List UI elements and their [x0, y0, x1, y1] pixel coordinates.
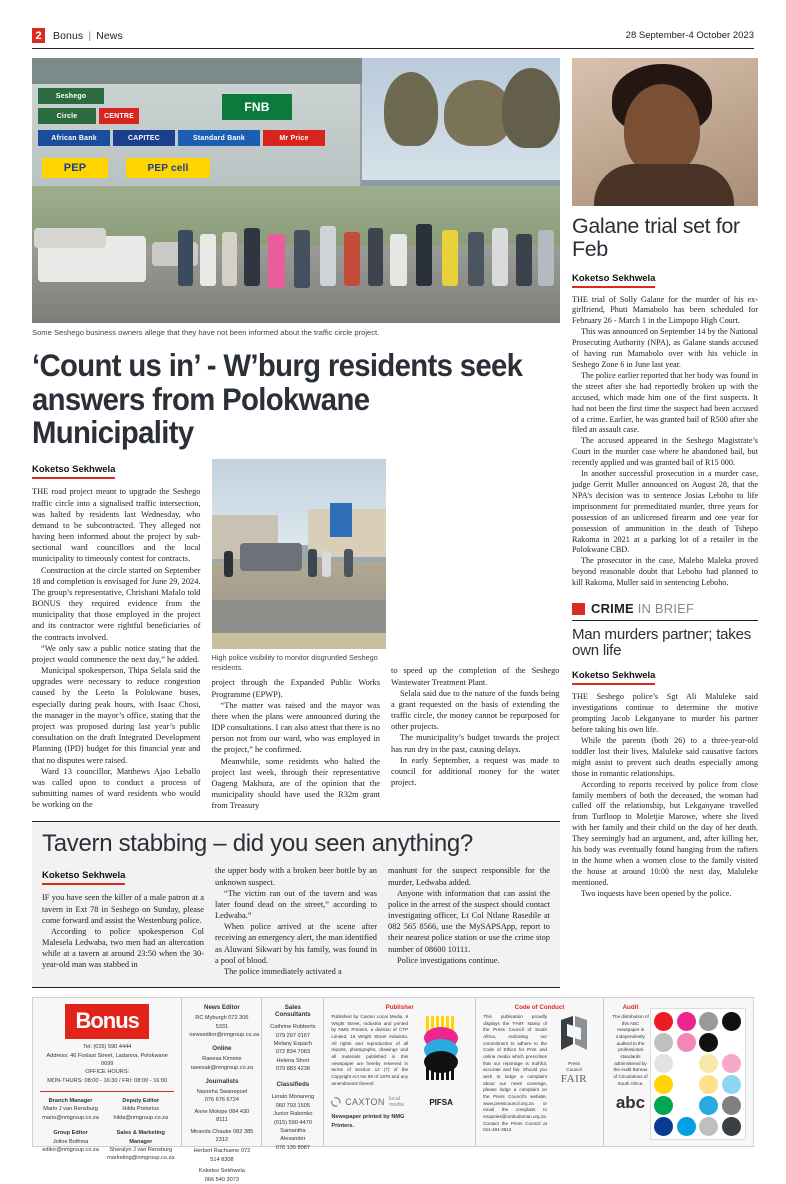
paragraph: The prosecutor in the case, Malebo Maleka proved beyond reasonable doubt that Leboho had planned to kill Rakoma, Muller said in sentencing Leboho. [572, 556, 758, 588]
color-swatch [722, 1054, 741, 1073]
article-body-2 [212, 677, 381, 811]
pifsa-artwork [414, 1014, 474, 1098]
staff-entry [40, 1097, 101, 1122]
color-swatch [722, 1117, 741, 1136]
staff-name: Sheralyn J van Rensburg [109, 1147, 173, 1154]
staff-name: Joline Bothma [52, 1138, 89, 1145]
caxton-subtitle: local media [388, 1096, 404, 1109]
sales-heading: Sales Consultants [274, 1004, 311, 1019]
partner-headline: Man murders partner; takes own life [572, 626, 752, 660]
partner-body [572, 692, 758, 899]
dirt-shoulder [212, 633, 386, 649]
paragraph: The accused appeared in the Seshego Magistrate’s Court in the murder case where he abandoned bail, but recently applied and was granted bail of R15 000. [572, 436, 758, 468]
color-swatch [677, 1096, 696, 1115]
parked-car-cab [34, 228, 106, 248]
online-email: raeesak@nmgroup.co.za [190, 1064, 254, 1071]
color-swatch [654, 1054, 673, 1073]
sign-african-bank: African Bank [38, 130, 110, 146]
footer-audit-block [603, 998, 753, 1146]
staff-role: Deputy Editor [122, 1098, 160, 1105]
person [178, 230, 193, 286]
tavern-body-3 [388, 865, 550, 966]
tavern-column-3 [388, 865, 550, 977]
paragraph: THE road project meant to upgrade the Seshego traffic circle into a signalised traffic intersection, was halted by residents last Wednesday, who demand to be subcontracted. They alleged not having been informed about the project by sub-sectional ward councillors and the local municipality to timeously contest for contracts. [32, 487, 201, 564]
press-council-line2: Council [566, 1067, 582, 1073]
paragraph: Meanwhile, some residents who halted the project last week, through their representative Oageng Makhura, are of the opinion that the municipality should have used the R32m grant from Treasury [211, 756, 380, 811]
person [344, 549, 353, 577]
person [390, 234, 407, 286]
tavern-body-1 [42, 892, 204, 970]
paragraph: The police immediately activated a [224, 966, 342, 976]
staff-entry [107, 1129, 174, 1163]
sign-pep: PEP [42, 158, 108, 178]
section-divider [572, 620, 758, 621]
main-article-columns [32, 459, 560, 811]
crime-in-brief-label [591, 601, 694, 616]
online-name: Raeesa Kimmie [202, 1056, 242, 1063]
page-grid [32, 58, 758, 988]
staff-role: Sales & Marketing Manager [116, 1130, 165, 1145]
staff-email: hilda@nmgroup.co.za [113, 1114, 169, 1121]
color-swatch [677, 1075, 696, 1094]
page-header [32, 28, 754, 49]
color-swatch [677, 1054, 696, 1073]
paragraph: Ward 13 councillor, Matthews Ajao Leballo was called upon to conduct a process of submitting names of ward residents who would be working on the [32, 766, 201, 810]
paragraph: manhunt for the suspect responsible for the murder, Ledwaba added. [388, 866, 550, 887]
byline-author: Koketso Sekhwela [32, 464, 115, 479]
portrait-face [624, 84, 700, 176]
crime-label-light: IN BRIEF [637, 601, 695, 617]
paragraph: In early September, a request was made to council for additional money for the water project. [391, 755, 560, 788]
audit-heading: Audit [622, 1004, 639, 1012]
article-column-3 [391, 459, 560, 811]
person [442, 230, 458, 286]
portrait-torso [594, 164, 734, 206]
sales-line: 079 883 4238 [275, 1066, 310, 1073]
staff-entry [40, 1129, 101, 1154]
paragraph: THE trial of Solly Galane for the murder of his ex-girlfriend, Phuti Mamabolo has been scheduled for February 26 - March 1 in the Limpopo High Court. [572, 294, 758, 326]
journalist-line: Anne Molope 084 430 8111 [194, 1108, 250, 1124]
journalist-line: 066 540 3073 [204, 1176, 239, 1183]
staff-role: Group Editor [53, 1130, 88, 1137]
journalist-line: 076 676 6724 [204, 1097, 239, 1104]
sidebar-column [572, 58, 758, 988]
online-heading: Online [212, 1045, 232, 1053]
pifsa-label: PIFSA [429, 1098, 453, 1108]
printer-note: Newspaper printed by NMG Printers. [331, 1114, 405, 1129]
code-of-conduct-text: This publication proudly displays the 'FAIR' stamp of the Press Council of South Africa, indicating our commitment to adhere to the Code of Ethics for Print and online media which prescribes that our reportage is truthful, accurate and fair. Should you wish to lodge a complaint about our news coverage, please lodge a complaint on the Press Council's website, www.presscouncil.org.za or email the complaint to enquiries@ombudsman.org.za. Contact the Press Council at 011-484-3612. [483, 1014, 547, 1133]
publisher-heading: Publisher [385, 1004, 414, 1012]
paragraph: “We only saw a public notice stating that the project would commence the next day,” he added. [32, 643, 201, 664]
audit-text: The distribution of this ABC newspaper is independently audited to the professional standards administered by the Audit Bureau of Circulations of South Africa. [612, 1014, 649, 1086]
footer-code-of-conduct-block [475, 998, 603, 1146]
sales-line: 072 834 7083 [275, 1049, 310, 1056]
paragraph: The police earlier reported that her body was found in the street after she had reportedly broken up with the accused, which made him one of the first suspects. It had not been the first time the suspect had been accused of a crime. Earlier, he was granted bail of R500 after she filed an assault case. [572, 370, 758, 435]
journalist-line: Koketso Sekhwela [198, 1168, 245, 1175]
press-council-line1: Press [568, 1061, 580, 1067]
footer-hours: MON-THURS: 08:00 - 16:30 / FRI: 08:00 - 16:00 [47, 1077, 168, 1084]
footer-editorial-block [181, 998, 261, 1183]
color-swatch [677, 1012, 696, 1031]
hero-photo-caption: Some Seshego business owners allege that they have not been informed about the traffic circle project. [32, 328, 380, 337]
tavern-columns [42, 865, 550, 977]
staff-email: marketing@nmgroup.co.za [107, 1155, 175, 1162]
column-spacer [391, 459, 560, 660]
journalist-line: Herbert Rachuene 072 514 8308 [193, 1148, 251, 1163]
code-of-conduct-heading: Code of Conduct [514, 1004, 565, 1012]
sign-circle: Circle [38, 108, 96, 124]
sales-line: 079 297 0167 [275, 1032, 310, 1039]
person [468, 232, 484, 286]
paragraph: Municipal spokesperson, Thipa Selala said the upgrades were necessary to reduce congestion caused by the Leeto la Polokwane buses, especially during peak hours, with Isaac Chosi, the manager in the mayor’s office, stating that the project was proposed during last year’s public consultation on the draft Integrated Development Planning (IPD) budget for this financial year and that no disputes were raised. [32, 666, 201, 765]
police-vehicle [240, 543, 302, 571]
main-content-column [32, 58, 560, 988]
paragraph: “The victim ran out of the tavern and was later found dead on the street,” according to Ledwaba.” [215, 888, 377, 921]
paragraph: According to reports received by police from close family members of both the deceased, the woman had called off the relationship, but Lekganyane travelled from Turfloop to Moletjie Marowe, where she lived with her family and their child on the day of her death. They seemingly had an argument, and, after killing her, his body was eventually found hanging from the rafters in the home when a women close to the family visited the house at around 10:00 the next day, Maluleke mentioned. [572, 779, 758, 887]
person [416, 224, 432, 286]
color-calibration-swatches [654, 1012, 742, 1136]
color-swatch [654, 1012, 673, 1031]
sales-line: Melany Espach [273, 1040, 312, 1047]
paragraph: Two inquests have been opened by the police. [581, 888, 732, 898]
galane-headline: Galane trial set for Feb [572, 214, 740, 261]
paragraph: This was announced on September 14 by the National Prosecuting Authority (NPA), as Galane stands accused of having run Mamabolo over with his vehicle in Seshego Zone 6 in June last year. [572, 327, 758, 369]
paragraph: project through the Expanded Public Works Programme (EPWP). [211, 678, 380, 699]
inline-photo-caption: High police visibility to monitor disgruntled Seshego residents. [211, 653, 378, 672]
page-title: ‘Count us in’ - W’burg residents seek answers from Polokwane Municipality [32, 347, 523, 450]
staff-name: Mario J van Rensburg [43, 1106, 98, 1113]
sign-capitec: CAPITEC [113, 130, 175, 146]
paragraph: THE Seshego police’s Sgt Ali Maluleke said investigations continue to determine the motive prompting Jacob Lekganyane to murder his partner before taking his own life. [572, 692, 758, 735]
person [320, 226, 336, 286]
color-swatch [722, 1012, 741, 1031]
sales-line: Cathrine Robberts [270, 1024, 316, 1031]
sign-row-fnb [222, 94, 292, 120]
person [344, 232, 360, 286]
news-editor-email: newseditor@nmgroup.co.za [189, 1031, 260, 1038]
tavern-column-2 [215, 865, 377, 977]
tavern-headline: Tavern stabbing – did you seen anything? [42, 830, 473, 858]
color-swatch [722, 1096, 741, 1115]
footer-masthead [32, 997, 754, 1183]
sign-row-pep [42, 158, 210, 178]
tavern-column-1 [42, 865, 204, 977]
journalists-heading: Journalists [205, 1078, 239, 1086]
person [268, 234, 285, 288]
paragraph: In another successful prosecution in a murder case, judge Gerrit Muller announced on August 28, that the NPA’s decision was to sentence Josias Leboho to life imprisonment for premeditated murder, three years for possession of an unlicensed firearm and one year for possession of ammunition in the death of Tshepo Rakoma in 2021 at a parking lot of a retailer in the Polokwane CBD. [572, 469, 758, 555]
color-swatch [654, 1117, 673, 1136]
article-body-3 [391, 665, 560, 788]
paragraph: “The matter was raised and the mayor was there when the plans were announced during the IDP consultations. I can also attest that there is no person not from our ward, who was employed in the project,” he confirmed. [211, 700, 380, 755]
hero-photo [32, 58, 560, 323]
pifsa-graphic-icon [414, 1014, 468, 1088]
color-swatch [677, 1117, 696, 1136]
footer-staff-col-right [107, 1097, 174, 1163]
article-body-1 [32, 486, 201, 810]
paragraph: While the parents (both 26) to a three-year-old toddler lost their lives, Maluleke said causative factors might assist to prevent such deaths especially among those in romantic relationships. [572, 736, 758, 778]
sign-seshego: Seshego [38, 88, 104, 104]
crime-in-brief-header [572, 601, 758, 616]
footer-contact-block [33, 998, 181, 1162]
footer-sales-block [261, 998, 323, 1151]
journalist-line: Miranda Chauke 082 385 2312 [190, 1128, 254, 1144]
person [322, 551, 331, 577]
issue-date: 28 September-4 October 2023 [625, 30, 754, 41]
staff-role: Branch Manager [48, 1098, 93, 1105]
inline-photo [212, 459, 386, 649]
classifieds-line: 060 793 1505 [275, 1102, 310, 1109]
tree [384, 72, 438, 146]
paragraph: The municipality’s budget towards the project has run dry in the past, causing delays. [391, 733, 560, 754]
footer-address: Address: 46 Foxlast Street, Ladanna, Polokwane 0699 [46, 1052, 168, 1067]
portrait-photo [572, 58, 758, 206]
paragraph: Police investigations continue. [397, 955, 500, 965]
footer-publisher-block [323, 998, 475, 1146]
header-separator: | [88, 29, 92, 42]
sign-mr-price: Mr Price [263, 130, 325, 146]
color-swatch [699, 1033, 718, 1052]
footer-hours-label: OFFICE HOURS: [85, 1069, 130, 1076]
footer-red-divider [40, 1091, 174, 1092]
page-number-badge: 2 [32, 28, 45, 43]
building-roof [32, 58, 362, 84]
publisher-text: Published by Caxton Local Media, 9 Wright Street, Industria and printed by NMG Printers, a division of CTP Limited, 16 Wright Street Industria. All rights and reproduction of all reports, photographs, drawings and all materials published in this newspaper are hereby reserved in terms of Section 12 (7) of the Copyright Act No 98 of 1978 and any amendments thereof. [331, 1014, 409, 1086]
footer-staff-grid [40, 1097, 174, 1163]
person [538, 230, 554, 286]
tree [502, 68, 560, 148]
sign-row-top2 [38, 108, 139, 124]
color-swatch [699, 1012, 718, 1031]
publication-name: Bonus [53, 29, 84, 42]
person [200, 234, 216, 286]
sign-standard-bank: Standard Bank [178, 130, 260, 146]
bonus-logo: Bonus [65, 1004, 148, 1039]
classifieds-line: Junior Rabonko [273, 1111, 313, 1118]
footer-staff-col-left [40, 1097, 101, 1163]
paragraph: According to police spokesperson Col Malesela Ledwaba, two men had an altercation while at a tavern at around 23:50 when the 30-year-old man was stabbed in [42, 926, 204, 970]
person [224, 551, 233, 577]
color-swatch [677, 1033, 696, 1052]
red-square-icon [572, 603, 585, 615]
byline-author: Koketso Sekhwela [42, 870, 125, 885]
color-swatch [654, 1096, 673, 1115]
paragraph: IF you have seen the killer of a male patron at a tavern in Ext 78 in Seshego on Sunday, please come forward and assist the Westenburg police. [42, 893, 204, 925]
paragraph: Construction at the circle started on September 18 and completion is envisaged for June 29, 2024. The group’s representative, Chrishani Mafalo told BONUS they required evidence from the municipality that those employed in the project and its contractor were rightful beneficiaries of the contracts involved. [32, 565, 201, 642]
person [222, 232, 237, 286]
sign-row-top [38, 88, 104, 104]
sign-fnb: FNB [222, 94, 292, 120]
classifieds-line: Lerato Monareng [271, 1094, 315, 1101]
paragraph: the upper body with a broken beer bottle by an unknown suspect. [215, 866, 377, 887]
crime-label-bold: CRIME [591, 601, 634, 617]
person [516, 234, 532, 286]
color-swatch [699, 1117, 718, 1136]
abc-logo: abc [615, 1093, 646, 1113]
color-swatch [699, 1096, 718, 1115]
color-swatch [699, 1054, 718, 1073]
color-swatch [699, 1075, 718, 1094]
paragraph: Anyone with information that can assist the police in the arrest of the suspect should contact investigating officer, Lt Col Ntlane Rasedile at 082 565 8566, use the MySAPSApp, report to their nearest police station or use the crime stop number of 08600 10111. [388, 888, 550, 954]
journalist-line: Nasreha Swanepoel [196, 1089, 248, 1096]
staff-email: editor@nmgroup.co.za [42, 1147, 99, 1154]
byline-author: Koketso Sekhwela [572, 273, 655, 288]
caxton-name: CAXTON [345, 1097, 385, 1108]
galane-body [572, 295, 758, 589]
color-swatch [654, 1075, 673, 1094]
paragraph: When police arrived at the scene after receiving an emergency alert, the man identified as Aluwani Sikwari by his family, was found in a pool of blood. [215, 922, 377, 965]
tavern-article [32, 821, 560, 988]
classifieds-line: Samantha Alexander [280, 1128, 306, 1143]
press-council-logo-icon [557, 1014, 591, 1056]
masthead-label [53, 30, 123, 42]
color-swatch [654, 1033, 673, 1052]
blue-sign [330, 503, 352, 537]
news-editor-line: RC Myburgh 072 306 5331 [195, 1015, 249, 1030]
classifieds-line: (015) 590 4470 [273, 1119, 312, 1126]
tavern-body-2 [215, 865, 377, 977]
sales-line: Helena Short [276, 1057, 310, 1064]
person [368, 228, 383, 286]
color-swatch [722, 1075, 741, 1094]
fair-stamp-label: FAIR [560, 1073, 588, 1086]
classifieds-line: 076 135 8087 [275, 1144, 310, 1151]
staff-email: mario@nmgroup.co.za [42, 1114, 99, 1121]
sign-pep-cell: PEP cell [126, 158, 210, 178]
paragraph: to speed up the completion of the Seshego Wastewater Treatment Plant. [391, 666, 560, 687]
person [492, 228, 508, 286]
article-column-1 [32, 459, 201, 811]
sign-row-banks [38, 130, 325, 146]
caxton-mark-icon [331, 1095, 341, 1109]
article-column-2 [212, 459, 381, 811]
classifieds-heading: Classifieds [276, 1081, 310, 1089]
person [244, 228, 260, 286]
footer-contact-details [40, 1043, 174, 1085]
news-editor-heading: News Editor [204, 1004, 240, 1012]
byline-author: Koketso Sekhwela [572, 670, 655, 685]
sign-centre: CENTRE [99, 108, 139, 124]
person [294, 230, 310, 288]
footer-tel: Tel: (015) 590 4444 [83, 1044, 132, 1051]
person [308, 549, 317, 577]
section-name: News [96, 29, 123, 42]
staff-entry [107, 1097, 174, 1122]
staff-name: Hilda Pretorius [122, 1106, 160, 1113]
paragraph: Selala said due to the nature of the funds being a grant requested on the basis of extending the traffic circle, the money cannot be repurposed for other projects. [391, 688, 560, 732]
color-swatch [722, 1033, 741, 1052]
